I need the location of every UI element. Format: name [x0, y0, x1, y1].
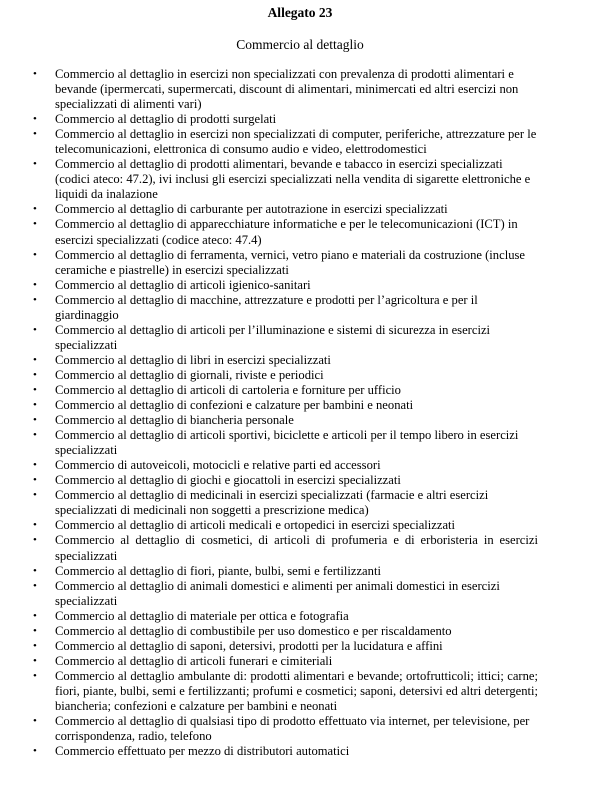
bullet-icon: •	[33, 654, 37, 667]
list-item-text: Commercio al dettaglio di libri in esercizi specializzati	[55, 352, 331, 367]
bullet-icon: •	[33, 474, 37, 487]
list-item	[0, 428, 538, 458]
bullet-icon: •	[33, 383, 37, 396]
list-item	[0, 533, 538, 563]
bullet-icon: •	[33, 158, 37, 171]
list-item-text: Commercio al dettaglio di qualsiasi tipo di prodotto effettuato via internet, per televisione, per corrispondenza, radio, telefono	[55, 714, 530, 744]
bullet-icon: •	[33, 128, 37, 141]
bullet-icon: •	[33, 278, 37, 291]
bullet-icon: •	[33, 429, 37, 442]
list-item	[0, 624, 538, 639]
bullet-icon: •	[33, 519, 37, 532]
bullet-icon: •	[33, 609, 37, 622]
list-item-text: Commercio al dettaglio di prodotti alimentari, bevande e tabacco in esercizi specializzati (codici ateco: 47.2), ivi inclusi gli esercizi specializzati nella vendita di sigarette elettroniche e liquidi da inalazione	[55, 157, 531, 202]
list-item-text: Commercio al dettaglio di materiale per ottica e fotografia	[55, 608, 349, 623]
list-item	[0, 669, 538, 714]
bullet-icon: •	[33, 414, 37, 427]
list-item	[0, 579, 538, 609]
list-item-text: Commercio al dettaglio di medicinali in esercizi specializzati (farmacie e altri esercizi specializzati di medicinali non soggetti a prescrizione medica)	[55, 488, 489, 518]
list-item	[0, 353, 538, 368]
bullet-icon: •	[33, 293, 37, 306]
list-item-text: Commercio al dettaglio di ferramenta, vernici, vetro piano e materiali da costruzione (incluse ceramiche e piastrelle) in esercizi specializzati	[55, 247, 525, 277]
list-item	[0, 518, 538, 533]
bullet-icon: •	[33, 353, 37, 366]
bullet-icon: •	[33, 323, 37, 336]
list-item-text: Commercio al dettaglio di saponi, detersivi, prodotti per la lucidatura e affini	[55, 638, 443, 653]
list-item-text: Commercio al dettaglio di animali domestici e alimenti per animali domestici in esercizi specializzati	[55, 578, 500, 608]
list-item-text: Commercio al dettaglio di giochi e giocattoli in esercizi specializzati	[55, 473, 401, 488]
bullet-icon: •	[33, 534, 37, 547]
list-item	[0, 639, 538, 654]
bullet-icon: •	[33, 368, 37, 381]
list-item	[0, 744, 538, 759]
bullet-icon: •	[33, 218, 37, 231]
list-item	[0, 67, 538, 112]
list-item-text: Commercio al dettaglio di fiori, piante, bulbi, semi e fertilizzanti	[55, 563, 381, 578]
bullet-icon: •	[33, 669, 37, 682]
list-item	[0, 323, 538, 353]
list-item-text: Commercio di autoveicoli, motocicli e relative parti ed accessori	[55, 458, 381, 473]
list-item-text: Commercio al dettaglio di articoli per l’illuminazione e sistemi di sicurezza in esercizi specializzati	[55, 322, 491, 352]
list-item-text: Commercio al dettaglio di carburante per autotrazione in esercizi specializzati	[55, 202, 448, 217]
list-item	[0, 609, 538, 624]
bullet-icon: •	[33, 715, 37, 728]
bullet-icon: •	[33, 564, 37, 577]
list-item-text: Commercio al dettaglio di articoli funerari e cimiteriali	[55, 653, 333, 668]
list-item	[0, 368, 538, 383]
list-item	[0, 413, 538, 428]
bullet-icon: •	[33, 68, 37, 80]
bullet-icon: •	[33, 113, 37, 126]
document-title: Allegato 23	[267, 5, 333, 20]
list-item-text: Commercio al dettaglio di confezioni e calzature per bambini e neonati	[55, 398, 414, 413]
list-item-text: Commercio al dettaglio di apparecchiature informatiche e per le telecomunicazioni (ICT) in esercizi specializzati (codice ateco: 47.4)	[55, 217, 518, 247]
list-item-text: Commercio al dettaglio di articoli di cartoleria e forniture per ufficio	[55, 382, 401, 397]
list-item-text: Commercio al dettaglio in esercizi non specializzati di computer, periferiche, attrezzature per le telecomunicazioni, elettronica di consumo audio e video, elettrodomestici	[55, 127, 537, 157]
bullet-icon: •	[33, 624, 37, 637]
bullet-icon: •	[33, 399, 37, 412]
bullet-icon: •	[33, 639, 37, 652]
document-subtitle: Commercio al dettaglio	[236, 37, 364, 52]
activity-list	[0, 67, 600, 759]
list-item-text: Commercio al dettaglio di macchine, attrezzature e prodotti per l’agricoltura e per il giardinaggio	[55, 292, 478, 322]
list-item	[0, 714, 538, 744]
list-item-text: Commercio al dettaglio di articoli sportivi, biciclette e articoli per il tempo libero in esercizi specializzati	[55, 428, 519, 458]
list-item-text: Commercio al dettaglio di cosmetici, di articoli di profumeria e di erboristeria in esercizi specializzati	[55, 533, 538, 563]
list-item-text: Commercio al dettaglio di articoli medicali e ortopedici in esercizi specializzati	[55, 518, 456, 533]
list-item	[0, 217, 538, 247]
list-item	[0, 157, 538, 202]
list-item-text: Commercio al dettaglio ambulante di: prodotti alimentari e bevande; ortofrutticoli; ittici; carne; fiori, piante, bulbi, semi e fertilizzanti; profumi e cosmetici; saponi, detersivi ed altri detergenti; biancheria; confezioni e calzature per bambini e neonati	[55, 668, 538, 713]
list-item	[0, 248, 538, 278]
bullet-icon: •	[33, 745, 37, 758]
list-item	[0, 278, 538, 293]
list-item	[0, 383, 538, 398]
list-item-text: Commercio al dettaglio di combustibile per uso domestico e per riscaldamento	[55, 623, 452, 638]
list-item-text: Commercio al dettaglio di biancheria personale	[55, 413, 294, 428]
list-item	[0, 202, 538, 217]
list-item	[0, 564, 538, 579]
bullet-icon: •	[33, 579, 37, 592]
bullet-icon: •	[33, 489, 37, 502]
list-item	[0, 112, 538, 127]
list-item-text: Commercio al dettaglio di prodotti surgelati	[55, 112, 277, 127]
list-item	[0, 654, 538, 669]
list-item-text: Commercio al dettaglio di articoli igienico-sanitari	[55, 277, 311, 292]
list-item	[0, 127, 538, 157]
bullet-icon: •	[33, 248, 37, 261]
list-item-text: Commercio effettuato per mezzo di distributori automatici	[55, 744, 350, 759]
list-item-text: Commercio al dettaglio di giornali, riviste e periodici	[55, 367, 324, 382]
list-item	[0, 473, 538, 488]
bullet-icon: •	[33, 203, 37, 216]
list-item	[0, 488, 538, 518]
list-item	[0, 458, 538, 473]
list-item	[0, 398, 538, 413]
list-item	[0, 293, 538, 323]
bullet-icon: •	[33, 459, 37, 472]
list-item-text: Commercio al dettaglio in esercizi non specializzati con prevalenza di prodotti alimentari e bevande (ipermercati, supermercati, discount di alimentari, minimercati ed altri esercizi non specializzati di alimenti vari)	[55, 67, 519, 112]
